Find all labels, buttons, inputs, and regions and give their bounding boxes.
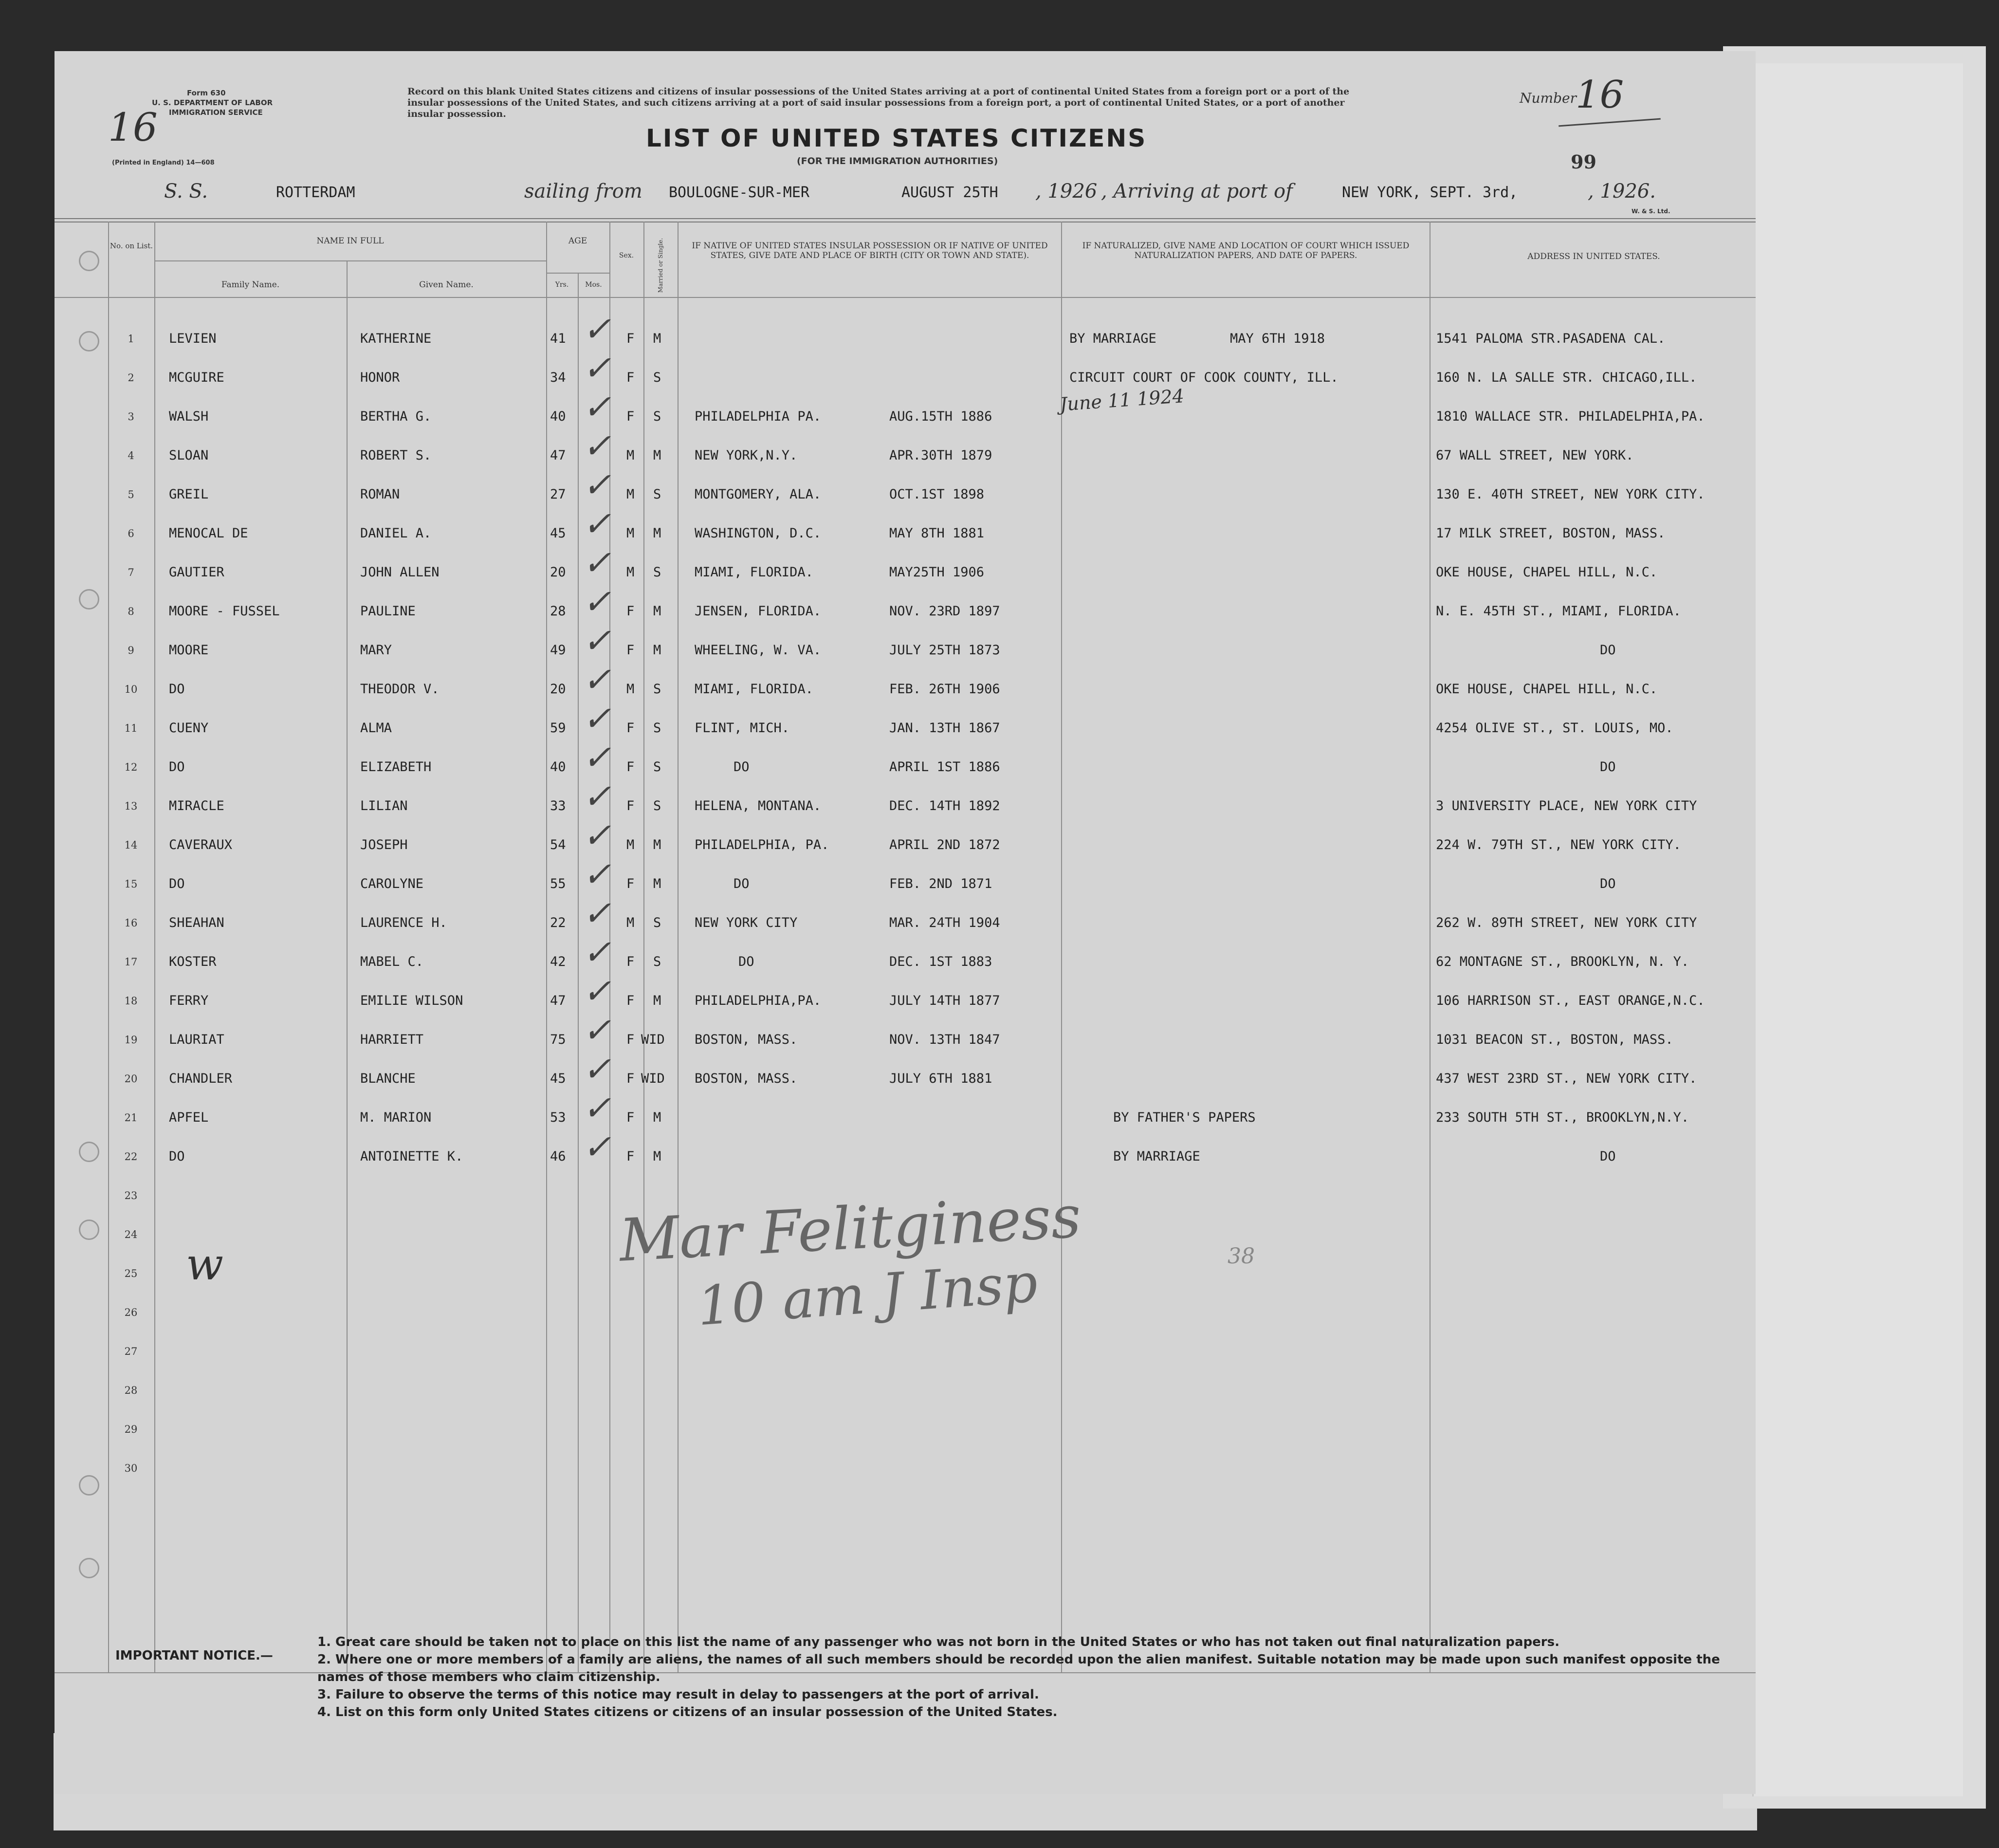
marital-status: WID bbox=[641, 1071, 665, 1086]
birth-place: NEW YORK,N.Y. bbox=[695, 448, 798, 463]
birth-date: JULY 25TH 1873 bbox=[889, 643, 1000, 658]
family-name: MENOCAL DE bbox=[169, 526, 248, 541]
check-mark-icon: ✓ bbox=[583, 387, 611, 427]
age-years: 45 bbox=[550, 526, 566, 541]
sex: F bbox=[626, 876, 635, 891]
birth-place: BOSTON, MASS. bbox=[695, 1071, 798, 1086]
given-name: ELIZABETH bbox=[360, 759, 432, 775]
family-name: CHANDLER bbox=[169, 1071, 233, 1086]
age-years: 47 bbox=[550, 448, 566, 463]
sex: M bbox=[626, 915, 635, 930]
family-name: MCGUIRE bbox=[169, 370, 224, 385]
sailing-year: , 1926 bbox=[1035, 180, 1098, 203]
col-rule bbox=[546, 222, 547, 1672]
check-mark-icon: ✓ bbox=[583, 1088, 611, 1128]
check-mark-icon: ✓ bbox=[583, 1049, 611, 1089]
address: 160 N. LA SALLE STR. CHICAGO,ILL. bbox=[1436, 370, 1697, 385]
inspector-signature: Mar Felitginess bbox=[618, 1183, 1083, 1275]
birth-place: NEW YORK CITY bbox=[695, 915, 798, 930]
col-rule bbox=[108, 222, 109, 1672]
marital-status: M bbox=[653, 526, 661, 541]
col-header-married: Married or Single. bbox=[657, 238, 664, 293]
given-name: BLANCHE bbox=[360, 1071, 416, 1086]
row-number: 14 bbox=[124, 839, 138, 851]
service: IMMIGRATION SERVICE bbox=[169, 108, 263, 117]
family-name: SLOAN bbox=[169, 448, 209, 463]
age-years: 75 bbox=[550, 1032, 566, 1047]
row-number: 28 bbox=[124, 1385, 138, 1396]
row-number: 15 bbox=[124, 878, 138, 890]
sex: M bbox=[626, 682, 635, 697]
sex: F bbox=[626, 643, 635, 658]
row-number: 27 bbox=[124, 1346, 138, 1357]
family-name: KOSTER bbox=[169, 954, 217, 969]
punch-hole bbox=[79, 1558, 99, 1578]
marital-status: S bbox=[653, 565, 661, 580]
address: 1031 BEACON ST., BOSTON, MASS. bbox=[1436, 1032, 1673, 1047]
given-name: ANTOINETTE K. bbox=[360, 1149, 463, 1164]
birth-date: FEB. 26TH 1906 bbox=[889, 682, 1000, 697]
col-header-birth: IF NATIVE OF UNITED STATES INSULAR POSSESSION OR IF NATIVE OF UNITED STATES, GIVE DATE AND PLACE OF BIRTH (CITY OR TOWN AND STATE). bbox=[692, 241, 1048, 260]
marital-status: M bbox=[653, 1149, 661, 1164]
birth-place: MIAMI, FLORIDA. bbox=[695, 682, 813, 697]
address: OKE HOUSE, CHAPEL HILL, N.C. bbox=[1436, 682, 1658, 697]
given-name: DANIEL A. bbox=[360, 526, 432, 541]
departure-port: BOULOGNE-SUR-MER bbox=[669, 184, 809, 201]
sex: F bbox=[626, 1110, 635, 1125]
age-group-rule bbox=[546, 273, 609, 274]
marital-status: M bbox=[653, 643, 661, 658]
check-mark-icon: ✓ bbox=[583, 699, 611, 739]
col-header-address: ADDRESS IN UNITED STATES. bbox=[1527, 252, 1660, 261]
given-name: BERTHA G. bbox=[360, 409, 432, 424]
family-name: CUENY bbox=[169, 721, 209, 736]
marital-status: M bbox=[653, 604, 661, 619]
row-number: 3 bbox=[128, 411, 134, 423]
number-underline bbox=[1559, 118, 1661, 127]
age-years: 42 bbox=[550, 954, 566, 969]
family-name: LEVIEN bbox=[169, 331, 217, 346]
punch-hole bbox=[79, 1475, 99, 1496]
col-header-yrs: Yrs. bbox=[555, 281, 569, 289]
given-name: KATHERINE bbox=[360, 331, 432, 346]
row-number: 26 bbox=[124, 1307, 138, 1318]
given-name: JOHN ALLEN bbox=[360, 565, 440, 580]
birth-place: FLINT, MICH. bbox=[695, 721, 790, 736]
check-mark-icon: ✓ bbox=[583, 348, 611, 388]
col-header-name: NAME IN FULL bbox=[316, 236, 384, 246]
check-mark-icon: ✓ bbox=[583, 1010, 611, 1050]
marital-status: M bbox=[653, 448, 661, 463]
handwritten-mark: w bbox=[186, 1239, 224, 1290]
row-number: 16 bbox=[124, 917, 138, 929]
check-mark-icon: ✓ bbox=[583, 582, 611, 622]
row-number: 11 bbox=[124, 722, 138, 734]
sex: M bbox=[626, 487, 635, 502]
birth-date: FEB. 2ND 1871 bbox=[889, 876, 992, 891]
marital-status: M bbox=[653, 876, 661, 891]
check-mark-icon: ✓ bbox=[583, 426, 611, 466]
sex: F bbox=[626, 604, 635, 619]
row-number: 18 bbox=[124, 995, 138, 1007]
notice-item: 4. List on this form only United States citizens or citizens of an insular possession of the United States. bbox=[317, 1705, 1058, 1719]
age-years: 33 bbox=[550, 798, 566, 813]
check-mark-icon: ✓ bbox=[583, 776, 611, 816]
printer-mark: W. & S. Ltd. bbox=[1632, 208, 1670, 215]
check-mark-icon: ✓ bbox=[583, 1127, 611, 1167]
arrival-year: , 1926. bbox=[1588, 180, 1656, 203]
name-group-rule bbox=[154, 260, 546, 261]
printed-note: (Printed in England) 14—608 bbox=[112, 159, 215, 166]
col-rule bbox=[678, 222, 679, 1672]
row-number: 4 bbox=[128, 450, 134, 462]
family-name: GREIL bbox=[169, 487, 209, 502]
sex: F bbox=[626, 1149, 635, 1164]
birth-date: DEC. 1ST 1883 bbox=[889, 954, 992, 969]
row-number: 1 bbox=[128, 333, 134, 345]
birth-date: MAY 8TH 1881 bbox=[889, 526, 985, 541]
birth-date: APRIL 2ND 1872 bbox=[889, 837, 1000, 852]
check-mark-icon: ✓ bbox=[583, 815, 611, 855]
birth-place: MIAMI, FLORIDA. bbox=[695, 565, 813, 580]
birth-place: PHILADELPHIA PA. bbox=[695, 409, 822, 424]
sailing-label: sailing from bbox=[524, 180, 642, 203]
row-number: 22 bbox=[124, 1151, 138, 1163]
address: 1541 PALOMA STR.PASADENA CAL. bbox=[1436, 331, 1666, 346]
marital-status: WID bbox=[641, 1032, 665, 1047]
row-number: 13 bbox=[124, 800, 138, 812]
marital-status: S bbox=[653, 370, 661, 385]
given-name: HONOR bbox=[360, 370, 400, 385]
address: 130 E. 40TH STREET, NEW YORK CITY. bbox=[1436, 487, 1705, 502]
given-name: THEODOR V. bbox=[360, 682, 440, 697]
family-name: APFEL bbox=[169, 1110, 209, 1125]
marital-status: S bbox=[653, 954, 661, 969]
sex: F bbox=[626, 1071, 635, 1086]
notice-item: 1. Great care should be taken not to place on this list the name of any passenger who was not born in the United States or who has not taken out final naturalization papers. bbox=[317, 1635, 1559, 1649]
given-name: CAROLYNE bbox=[360, 876, 424, 891]
row-number: 2 bbox=[128, 372, 134, 384]
birth-date: NOV. 23RD 1897 bbox=[889, 604, 1000, 619]
row-number: 29 bbox=[124, 1423, 138, 1435]
address: 4254 OLIVE ST., ST. LOUIS, MO. bbox=[1436, 721, 1673, 736]
form-number: Form 630 bbox=[187, 89, 226, 97]
row-number: 12 bbox=[124, 761, 138, 773]
row-number: 19 bbox=[124, 1034, 138, 1046]
page-number: 99 bbox=[1571, 151, 1596, 173]
instructions: Record on this blank United States citizens and citizens of insular possessions of the United States arriving at a port of continental United States from a foreign port or a port of the insular possessions of the United States, and such citizens arriving at a port of said insular possessions from a foreign port, a port of continental United States, or a port of another insular possession. bbox=[407, 86, 1350, 119]
check-mark-icon: ✓ bbox=[583, 893, 611, 933]
check-mark-icon: ✓ bbox=[583, 971, 611, 1011]
birth-place: PHILADELPHIA, PA. bbox=[695, 837, 829, 852]
family-name: MOORE - FUSSEL bbox=[169, 604, 280, 619]
age-years: 49 bbox=[550, 643, 566, 658]
sex: F bbox=[626, 954, 635, 969]
birth-place: PHILADELPHIA,PA. bbox=[695, 993, 822, 1008]
stamp-number: 38 bbox=[1228, 1244, 1255, 1269]
check-mark-icon: ✓ bbox=[583, 660, 611, 700]
age-years: 20 bbox=[550, 565, 566, 580]
given-name: M. MARION bbox=[360, 1110, 432, 1125]
department: U. S. DEPARTMENT OF LABOR bbox=[152, 98, 273, 107]
sex: F bbox=[626, 409, 635, 424]
sex: F bbox=[626, 798, 635, 813]
address: DO bbox=[1600, 1149, 1616, 1164]
birth-date: OCT.1ST 1898 bbox=[889, 487, 985, 502]
sex: F bbox=[626, 370, 635, 385]
col-header-age: AGE bbox=[568, 236, 587, 246]
family-name: WALSH bbox=[169, 409, 209, 424]
birth-place: DO bbox=[734, 759, 750, 775]
birth-date: APR.30TH 1879 bbox=[889, 448, 992, 463]
marital-status: S bbox=[653, 682, 661, 697]
row-number: 20 bbox=[124, 1073, 138, 1085]
row-number: 21 bbox=[124, 1112, 138, 1124]
marital-status: S bbox=[653, 487, 661, 502]
age-years: 20 bbox=[550, 682, 566, 697]
marital-status: S bbox=[653, 721, 661, 736]
age-years: 45 bbox=[550, 1071, 566, 1086]
age-years: 46 bbox=[550, 1149, 566, 1164]
marital-status: M bbox=[653, 331, 661, 346]
marital-status: M bbox=[653, 1110, 661, 1125]
birth-place: WASHINGTON, D.C. bbox=[695, 526, 822, 541]
row-number: 17 bbox=[124, 956, 138, 968]
age-years: 22 bbox=[550, 915, 566, 930]
marital-status: M bbox=[653, 837, 661, 852]
col-rule bbox=[643, 222, 644, 1672]
col-header-given: Given Name. bbox=[419, 280, 474, 290]
row-number: 10 bbox=[124, 684, 138, 695]
naturalization-date: MAY 6TH 1918 bbox=[1230, 331, 1325, 346]
check-mark-icon: ✓ bbox=[583, 738, 611, 777]
age-years: 40 bbox=[550, 759, 566, 775]
naturalization: BY MARRIAGE bbox=[1069, 331, 1156, 346]
birth-place: HELENA, MONTANA. bbox=[695, 798, 822, 813]
birth-place: DO bbox=[734, 876, 750, 891]
ss-label: S. S. bbox=[164, 180, 208, 203]
birth-date: MAR. 24TH 1904 bbox=[889, 915, 1000, 930]
family-name: GAUTIER bbox=[169, 565, 224, 580]
notice-item: 2. Where one or more members of a family are aliens, the names of all such members should be recorded upon the alien manifest. Suitable notation may be made upon such manifest opposite the names of those members who claim citizenship. bbox=[317, 1652, 1720, 1684]
birth-place: JENSEN, FLORIDA. bbox=[695, 604, 822, 619]
birth-date: JULY 14TH 1877 bbox=[889, 993, 1000, 1008]
family-name: FERRY bbox=[169, 993, 209, 1008]
age-years: 41 bbox=[550, 331, 566, 346]
court-date-handwritten: June 11 1924 bbox=[1059, 385, 1185, 415]
given-name: EMILIE WILSON bbox=[360, 993, 463, 1008]
birth-date: APRIL 1ST 1886 bbox=[889, 759, 1000, 775]
row-number: 25 bbox=[124, 1268, 138, 1279]
check-mark-icon: ✓ bbox=[583, 465, 611, 505]
punch-hole bbox=[79, 331, 99, 351]
given-name: ROMAN bbox=[360, 487, 400, 502]
sex: M bbox=[626, 837, 635, 852]
address: 262 W. 89TH STREET, NEW YORK CITY bbox=[1436, 915, 1697, 930]
number-value: 16 bbox=[1576, 73, 1624, 117]
col-rule bbox=[578, 273, 579, 1672]
address: DO bbox=[1600, 643, 1616, 658]
address: OKE HOUSE, CHAPEL HILL, N.C. bbox=[1436, 565, 1658, 580]
row-number: 23 bbox=[124, 1190, 138, 1201]
age-years: 59 bbox=[550, 721, 566, 736]
check-mark-icon: ✓ bbox=[583, 504, 611, 544]
col-rule bbox=[1061, 222, 1062, 1672]
check-mark-icon: ✓ bbox=[583, 854, 611, 894]
given-name: ALMA bbox=[360, 721, 392, 736]
row-number: 5 bbox=[128, 489, 134, 500]
col-header-naturalized: IF NATURALIZED, GIVE NAME AND LOCATION OF COURT WHICH ISSUED NATURALIZATION PAPERS, AND DATE OF PAPERS. bbox=[1082, 241, 1410, 260]
address: N. E. 45TH ST., MIAMI, FLORIDA. bbox=[1436, 604, 1681, 619]
family-name: SHEAHAN bbox=[169, 915, 224, 930]
header-bottom-rule bbox=[55, 297, 1756, 298]
age-years: 28 bbox=[550, 604, 566, 619]
col-header-family: Family Name. bbox=[221, 280, 280, 290]
age-years: 53 bbox=[550, 1110, 566, 1125]
marital-status: M bbox=[653, 993, 661, 1008]
address: 437 WEST 23RD ST., NEW YORK CITY. bbox=[1436, 1071, 1697, 1086]
age-years: 27 bbox=[550, 487, 566, 502]
birth-date: JAN. 13TH 1867 bbox=[889, 721, 1000, 736]
birth-date: DEC. 14TH 1892 bbox=[889, 798, 1000, 813]
paper-stack-right-inner bbox=[1752, 63, 1963, 1796]
punch-hole bbox=[79, 1220, 99, 1240]
family-name: CAVERAUX bbox=[169, 837, 233, 852]
inspector-signature-line2: 10 am J Insp bbox=[695, 1251, 1040, 1338]
row-number: 24 bbox=[124, 1229, 138, 1240]
sex: M bbox=[626, 565, 635, 580]
address: 233 SOUTH 5TH ST., BROOKLYN,N.Y. bbox=[1436, 1110, 1689, 1125]
address: 106 HARRISON ST., EAST ORANGE,N.C. bbox=[1436, 993, 1705, 1008]
col-header-sex: Sex. bbox=[619, 252, 634, 259]
birth-date: JULY 6TH 1881 bbox=[889, 1071, 992, 1086]
family-name: DO bbox=[169, 682, 185, 697]
given-name: LILIAN bbox=[360, 798, 408, 813]
row-number: 9 bbox=[128, 645, 134, 656]
address: 3 UNIVERSITY PLACE, NEW YORK CITY bbox=[1436, 798, 1697, 813]
punch-hole bbox=[79, 589, 99, 610]
age-years: 47 bbox=[550, 993, 566, 1008]
naturalization: BY MARRIAGE bbox=[1113, 1149, 1200, 1164]
row-number: 30 bbox=[124, 1462, 138, 1474]
family-name: DO bbox=[169, 759, 185, 775]
manifest-page bbox=[55, 51, 1756, 1794]
birth-place: MONTGOMERY, ALA. bbox=[695, 487, 822, 502]
family-name: MOORE bbox=[169, 643, 209, 658]
check-mark-icon: ✓ bbox=[583, 621, 611, 661]
notice-list bbox=[317, 1633, 1748, 1721]
sex: F bbox=[626, 721, 635, 736]
header-top-rule bbox=[55, 218, 1756, 219]
family-name: LAURIAT bbox=[169, 1032, 224, 1047]
birth-date: NOV. 13TH 1847 bbox=[889, 1032, 1000, 1047]
address: 62 MONTAGNE ST., BROOKLYN, N. Y. bbox=[1436, 954, 1689, 969]
punch-hole bbox=[79, 1142, 99, 1162]
number-label: Number bbox=[1520, 90, 1577, 106]
naturalization: CIRCUIT COURT OF COOK COUNTY, ILL. bbox=[1069, 370, 1339, 385]
naturalization: BY FATHER'S PAPERS bbox=[1113, 1110, 1256, 1125]
corner-handwritten-number: 16 bbox=[108, 105, 158, 150]
col-rule bbox=[347, 260, 348, 1672]
col-rule bbox=[154, 222, 155, 1672]
family-name: MIRACLE bbox=[169, 798, 224, 813]
ship-name: ROTTERDAM bbox=[276, 184, 355, 201]
row-number: 6 bbox=[128, 528, 134, 539]
sex: F bbox=[626, 331, 635, 346]
age-years: 55 bbox=[550, 876, 566, 891]
birth-place: WHEELING, W. VA. bbox=[695, 643, 822, 658]
birth-place: BOSTON, MASS. bbox=[695, 1032, 798, 1047]
col-header-no: No. on List. bbox=[110, 241, 153, 250]
notice-label: IMPORTANT NOTICE.— bbox=[115, 1648, 273, 1663]
address: 224 W. 79TH ST., NEW YORK CITY. bbox=[1436, 837, 1681, 852]
check-mark-icon: ✓ bbox=[583, 309, 611, 349]
sailing-date: AUGUST 25TH bbox=[901, 184, 998, 201]
check-mark-icon: ✓ bbox=[583, 932, 611, 972]
birth-date: MAY25TH 1906 bbox=[889, 565, 985, 580]
given-name: HARRIETT bbox=[360, 1032, 424, 1047]
notice-item: 3. Failure to observe the terms of this notice may result in delay to passengers at the port of arrival. bbox=[317, 1687, 1039, 1702]
birth-place: DO bbox=[738, 954, 754, 969]
address: 67 WALL STREET, NEW YORK. bbox=[1436, 448, 1634, 463]
given-name: MARY bbox=[360, 643, 392, 658]
family-name: DO bbox=[169, 1149, 185, 1164]
address: 1810 WALLACE STR. PHILADELPHIA,PA. bbox=[1436, 409, 1705, 424]
col-header-mos: Mos. bbox=[585, 281, 602, 289]
arriving-label: , Arriving at port of bbox=[1101, 180, 1293, 203]
address: DO bbox=[1600, 759, 1616, 775]
sex: F bbox=[626, 993, 635, 1008]
age-years: 40 bbox=[550, 409, 566, 424]
address: DO bbox=[1600, 876, 1616, 891]
sex: F bbox=[626, 1032, 635, 1047]
given-name: LAURENCE H. bbox=[360, 915, 447, 930]
birth-date: AUG.15TH 1886 bbox=[889, 409, 992, 424]
given-name: ROBERT S. bbox=[360, 448, 432, 463]
marital-status: S bbox=[653, 798, 661, 813]
given-name: PAULINE bbox=[360, 604, 416, 619]
page-title: LIST OF UNITED STATES CITIZENS bbox=[646, 124, 1147, 152]
family-name: DO bbox=[169, 876, 185, 891]
sex: M bbox=[626, 448, 635, 463]
sex: F bbox=[626, 759, 635, 775]
address: 17 MILK STREET, BOSTON, MASS. bbox=[1436, 526, 1666, 541]
age-years: 54 bbox=[550, 837, 566, 852]
marital-status: S bbox=[653, 759, 661, 775]
page-subtitle: (FOR THE IMMIGRATION AUTHORITIES) bbox=[797, 156, 998, 166]
marital-status: S bbox=[653, 409, 661, 424]
arrival-port: NEW YORK, SEPT. 3rd, bbox=[1342, 184, 1518, 201]
given-name: MABEL C. bbox=[360, 954, 424, 969]
row-number: 7 bbox=[128, 567, 134, 578]
punch-hole bbox=[79, 251, 99, 271]
check-mark-icon: ✓ bbox=[583, 543, 611, 583]
marital-status: S bbox=[653, 915, 661, 930]
row-number: 8 bbox=[128, 606, 134, 617]
given-name: JOSEPH bbox=[360, 837, 408, 852]
age-years: 34 bbox=[550, 370, 566, 385]
sex: M bbox=[626, 526, 635, 541]
